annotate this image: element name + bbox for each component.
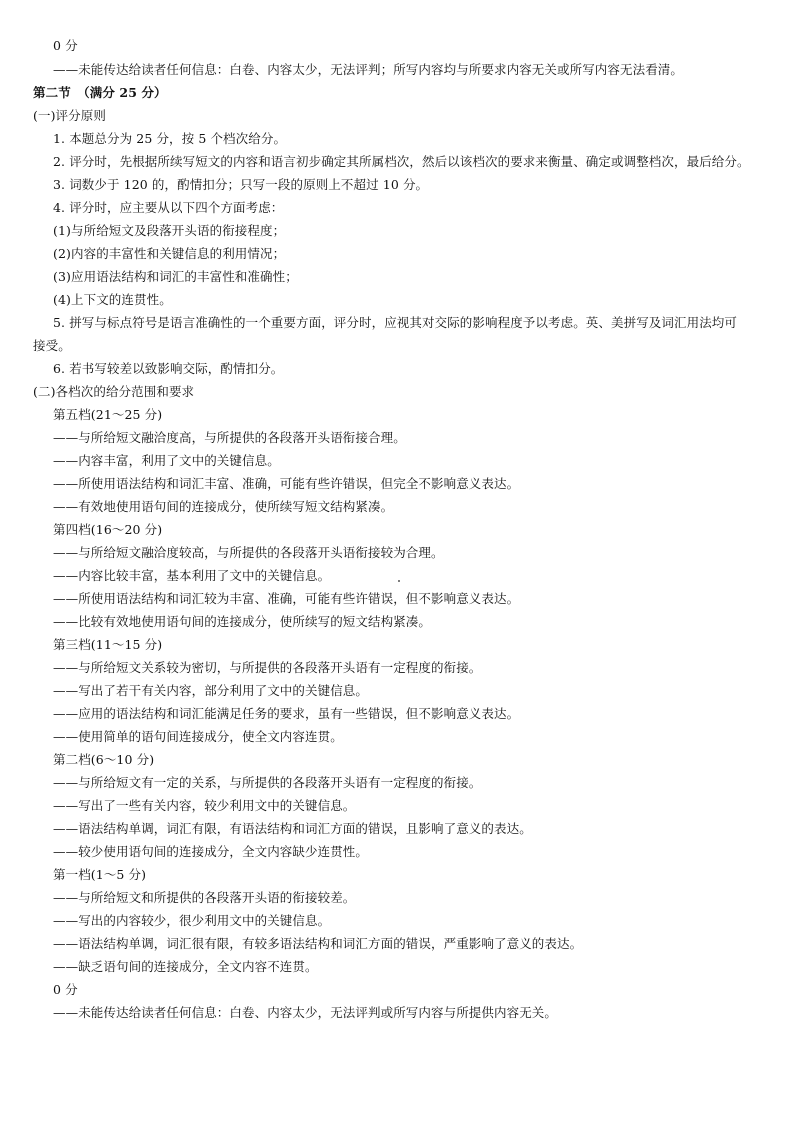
principle-item: 5. 拼写与标点符号是语言准确性的一个重要方面，评分时，应视其对交际的影响程度予以考虑。英、美拼写及词汇用法均可 — [53, 315, 738, 330]
section-two-title: 第二节 （满分 25 分） — [33, 85, 167, 100]
grade-level-heading: 0 分 — [53, 982, 78, 997]
principle-item: 1. 本题总分为 25 分，按 5 个档次给分。 — [53, 131, 287, 146]
grade-criterion: ——与所给短文融洽度高，与所提供的各段落开头语衔接合理。 — [53, 430, 406, 445]
grade-criterion: ——语法结构单调，词汇很有限，有较多语法结构和词汇方面的错误，严重影响了意义的表达。 — [53, 936, 583, 951]
grade-level-heading: 第一档(1～5 分) — [53, 867, 147, 882]
grade-criterion: ——未能传达给读者任何信息：白卷、内容太少，无法评判或所写内容与所提供内容无关。 — [53, 1005, 558, 1020]
grade-criterion: ——使用简单的语句间连接成分，使全文内容连贯。 — [53, 729, 343, 744]
grade-criterion: ——语法结构单调，词汇有限，有语法结构和词汇方面的错误，且影响了意义的表达。 — [53, 821, 532, 836]
grade-criterion: ——内容比较丰富，基本利用了文中的关键信息。 — [53, 568, 331, 583]
grade-criterion: ——与所给短文关系较为密切，与所提供的各段落开头语有一定程度的衔接。 — [53, 660, 482, 675]
grade-criterion: ——比较有效地使用语句间的连接成分，使所续写的短文结构紧凑。 — [53, 614, 432, 629]
principle-item: 3. 词数少于 120 的，酌情扣分；只写一段的原则上不超过 10 分。 — [53, 177, 429, 192]
grade-criterion: ——所使用语法结构和词汇较为丰富、准确，可能有些许错误，但不影响意义表达。 — [53, 591, 520, 606]
grade-criterion: ——写出了一些有关内容，较少利用文中的关键信息。 — [53, 798, 356, 813]
grade-criterion: ——与所给短文融洽度较高，与所提供的各段落开头语衔接较为合理。 — [53, 545, 444, 560]
grade-criterion: ——写出了若干有关内容，部分利用了文中的关键信息。 — [53, 683, 369, 698]
grade-level-heading: 第三档(11～15 分) — [53, 637, 163, 652]
grade-criterion: ——缺乏语句间的连接成分，全文内容不连贯。 — [53, 959, 318, 974]
principle-item-continuation: 接受。 — [33, 338, 71, 353]
principle-item: 6. 若书写较差以致影响交际，酌情扣分。 — [53, 361, 284, 376]
principle-item: 4. 评分时，应主要从以下四个方面考虑： — [53, 200, 284, 215]
grade-criterion: ——所使用语法结构和词汇丰富、准确，可能有些许错误，但完全不影响意义表达。 — [53, 476, 520, 491]
grade-criterion: ——较少使用语句间的连接成分，全文内容缺少连贯性。 — [53, 844, 369, 859]
consideration-item: (3)应用语法结构和词汇的丰富性和准确性； — [53, 269, 298, 284]
grade-levels-heading: (二)各档次的给分范围和要求 — [33, 384, 195, 399]
consideration-item: (4)上下文的连贯性。 — [53, 292, 172, 307]
grade-criterion: ——与所给短文有一定的关系，与所提供的各段落开头语有一定程度的衔接。 — [53, 775, 482, 790]
scoring-principles-heading: (一)评分原则 — [33, 108, 106, 123]
consideration-item: (2)内容的丰富性和关键信息的利用情况； — [53, 246, 286, 261]
scan-speck — [398, 580, 400, 582]
grade-criterion: ——内容丰富，利用了文中的关键信息。 — [53, 453, 280, 468]
grade-criterion: ——应用的语法结构和词汇能满足任务的要求，虽有一些错误，但不影响意义表达。 — [53, 706, 520, 721]
grade-level-heading: 第五档(21～25 分) — [53, 407, 163, 422]
principle-item: 2. 评分时，先根据所续写短文的内容和语言初步确定其所属档次，然后以该档次的要求来衡量、确定或调整档次，最后给分。 — [53, 154, 750, 169]
grade-level-heading: 第四档(16～20 分) — [53, 522, 163, 537]
score-zero-heading: 0 分 — [53, 38, 78, 53]
consideration-item: (1)与所给短文及段落开头语的衔接程度； — [53, 223, 286, 238]
grade-criterion: ——与所给短文和所提供的各段落开头语的衔接较差。 — [53, 890, 356, 905]
grade-criterion: ——有效地使用语句间的连接成分，使所续写短文结构紧凑。 — [53, 499, 394, 514]
grade-criterion: ——写出的内容较少，很少利用文中的关键信息。 — [53, 913, 331, 928]
grade-level-heading: 第二档(6～10 分) — [53, 752, 155, 767]
score-zero-criterion: ——未能传达给读者任何信息：白卷、内容太少，无法评判；所写内容均与所要求内容无关或所写内容无法看清。 — [53, 62, 684, 77]
